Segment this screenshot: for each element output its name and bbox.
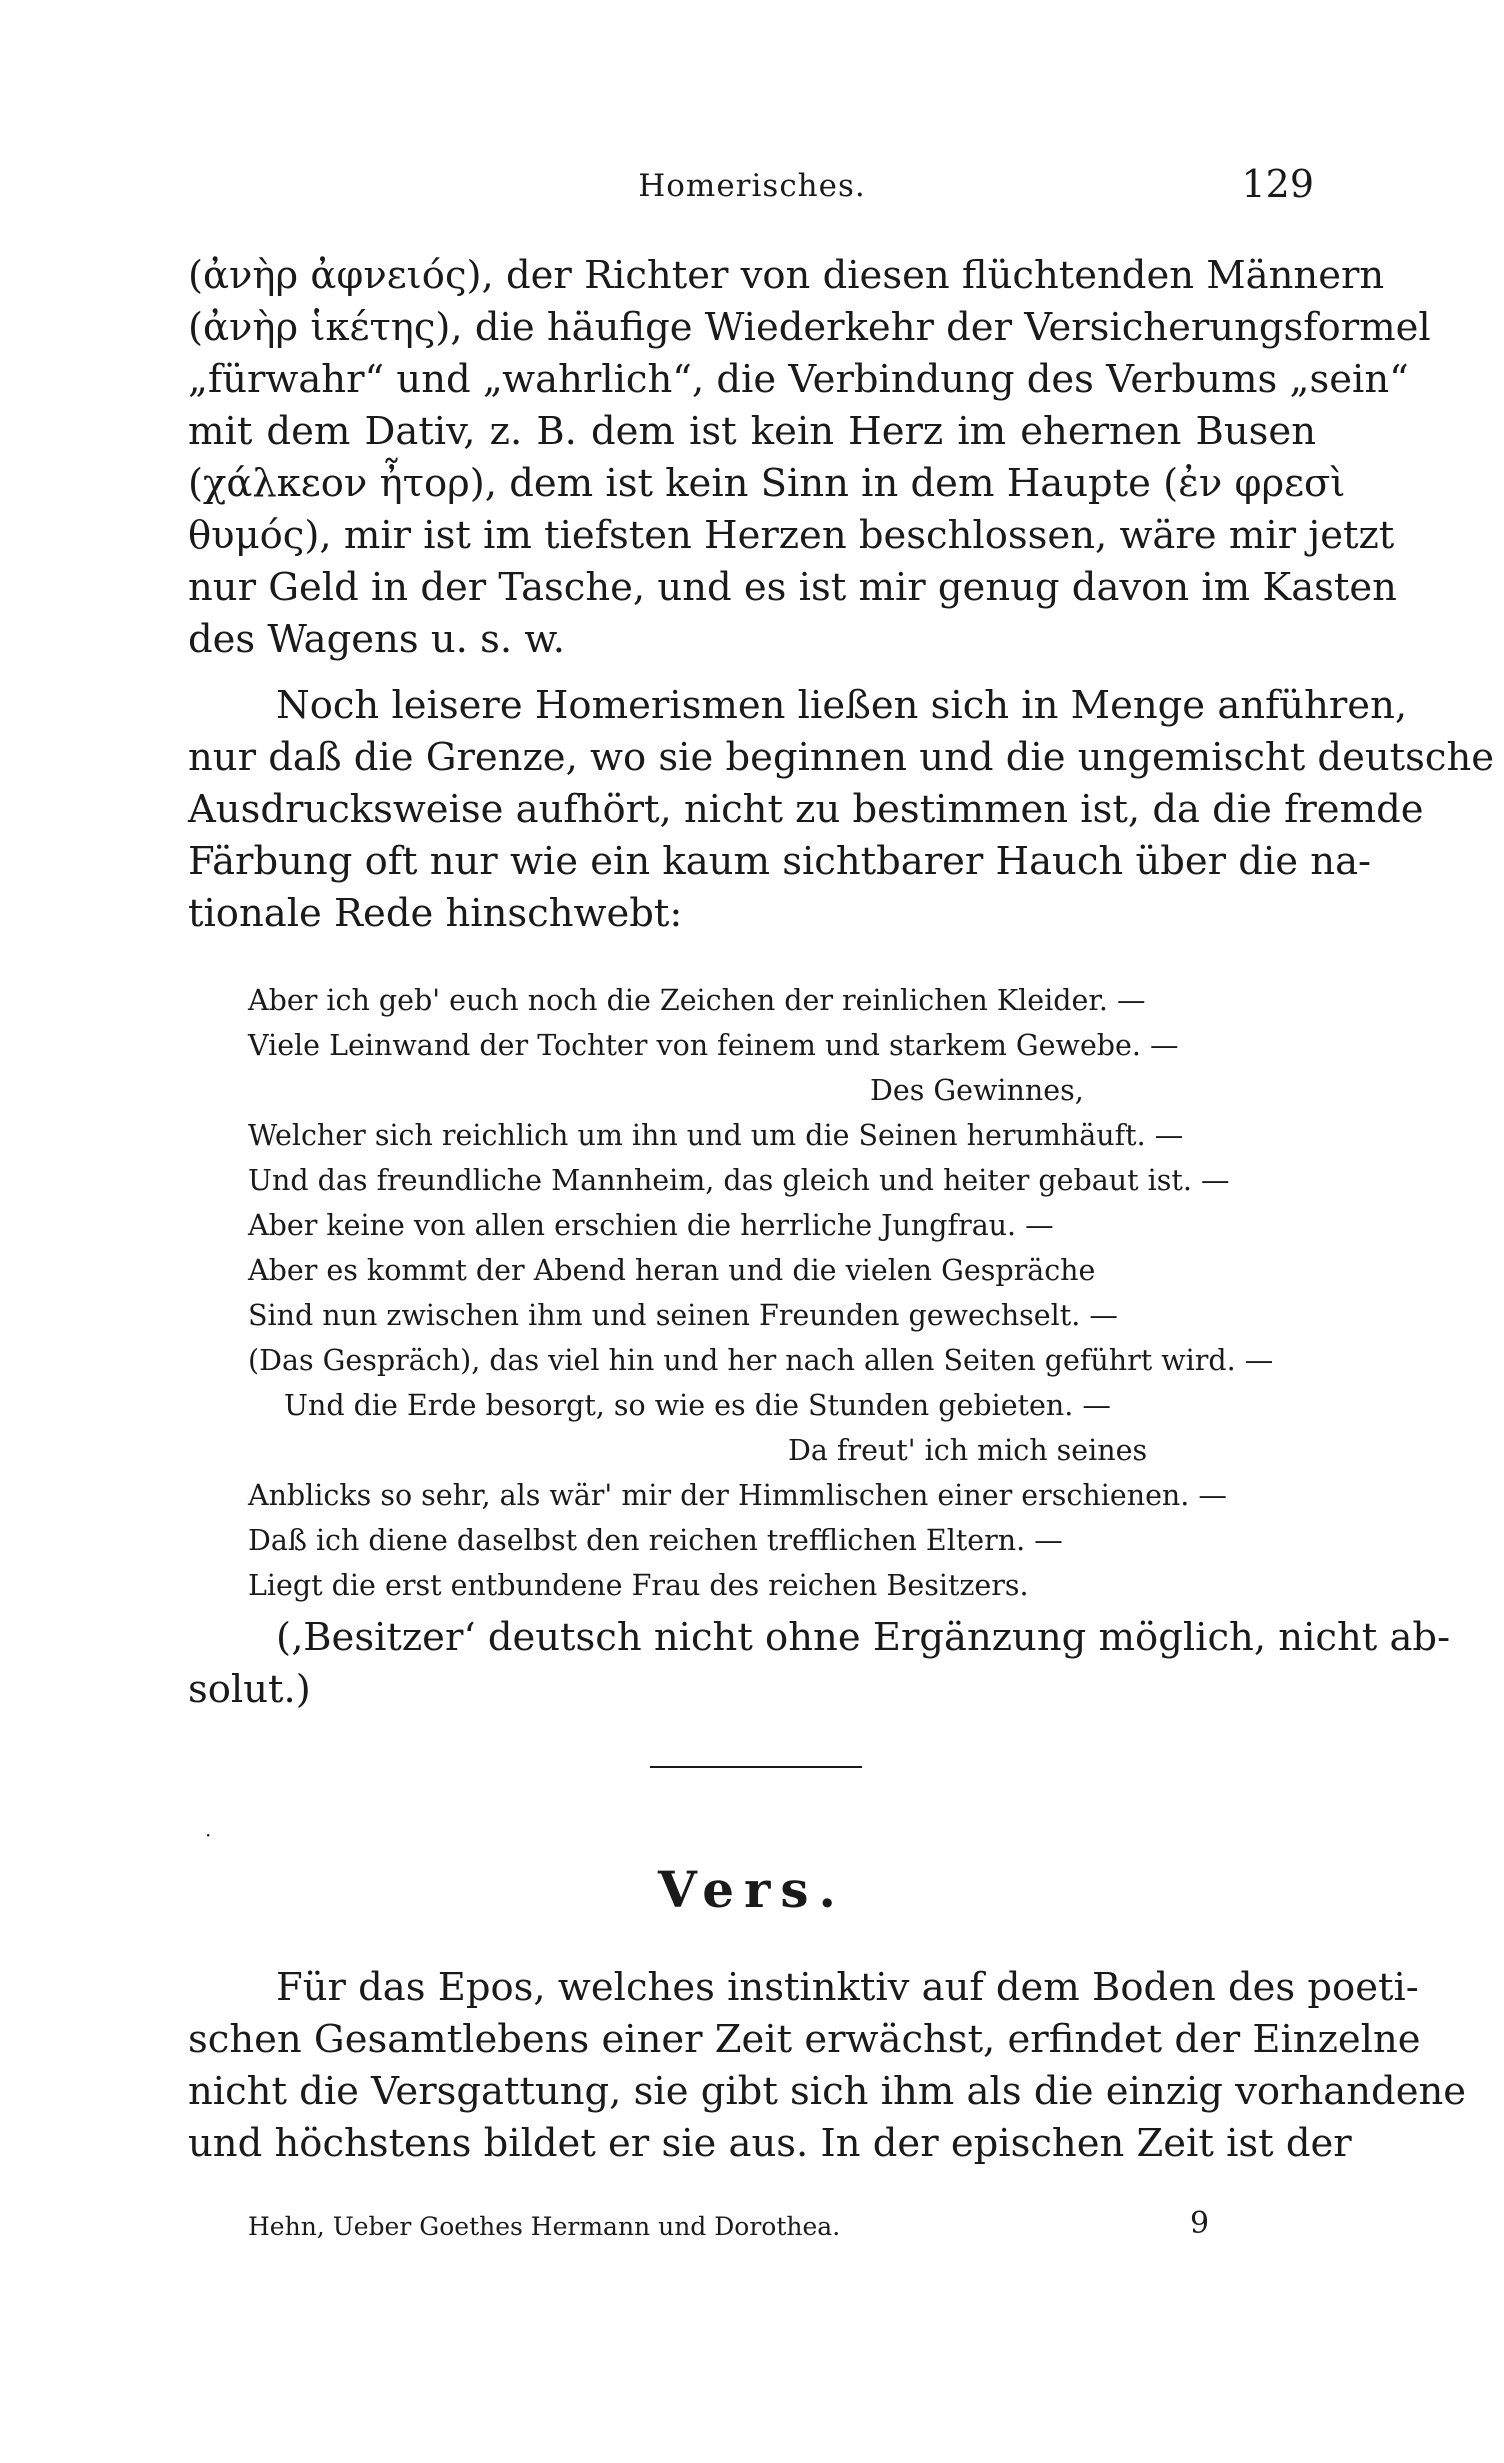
text-line: Noch leisere Homerismen ließen sich in Menge anführen,	[276, 683, 1408, 728]
parenthetical-note	[188, 1612, 1451, 1716]
running-title: Homerisches.	[638, 168, 866, 204]
text-line: (χάλκεον ἦτορ), dem ist kein Sinn in dem Haupte (ἐν φρεσὶ	[188, 461, 1346, 506]
paragraph-1	[188, 250, 1431, 666]
text-line: (ἀνὴρ ἱκέτης), die häufige Wiederkehr der Versicherungsformel	[188, 305, 1431, 350]
text-line: nicht die Versgattung, sie gibt sich ihm als die einzig vorhandene	[188, 2069, 1467, 2114]
verse-line: Aber ich geb' euch noch die Zeichen der reinlichen Kleider. —	[248, 984, 1146, 1017]
text-line: Für das Epos, welches instinktiv auf dem Boden des poeti-	[276, 1965, 1419, 2010]
stray-mark: ·	[205, 1823, 212, 1847]
text-line: solut.)	[188, 1667, 311, 1712]
text-line: θυμός), mir ist im tiefsten Herzen beschlossen, wäre mir jetzt	[188, 513, 1395, 558]
text-line: mit dem Dativ, z. B. dem ist kein Herz im ehernen Busen	[188, 409, 1316, 454]
verse-line: Liegt die erst entbundene Frau des reichen Besitzers.	[248, 1569, 1029, 1602]
text-line: Färbung oft nur wie ein kaum sichtbarer Hauch über die na-	[188, 839, 1372, 884]
verse-line: Da freut' ich mich seines	[788, 1434, 1148, 1467]
paragraph-2	[188, 680, 1495, 940]
paragraph-3	[188, 1962, 1467, 2170]
text-line: tionale Rede hinschwebt:	[188, 891, 683, 936]
verse-line: Aber es kommt der Abend heran und die vielen Gespräche	[248, 1254, 1096, 1287]
text-line: (‚Besitzer‘ deutsch nicht ohne Ergänzung möglich, nicht ab-	[276, 1615, 1451, 1660]
section-divider	[650, 1766, 862, 1768]
text-line: (ἀνὴρ ἀφνειός), der Richter von diesen flüchtenden Männern	[188, 253, 1385, 298]
text-line: schen Gesamtlebens einer Zeit erwächst, erfindet der Einzelne	[188, 2017, 1421, 2062]
page-number: 129	[1241, 162, 1314, 206]
verse-line: Viele Leinwand der Tochter von feinem und starkem Gewebe. —	[248, 1029, 1179, 1062]
text-line: nur Geld in der Tasche, und es ist mir genug davon im Kasten	[188, 565, 1397, 610]
section-title: Vers.	[658, 1860, 846, 1919]
text-line: Ausdrucksweise aufhört, nicht zu bestimmen ist, da die fremde	[188, 787, 1424, 832]
verse-line: Daß ich diene daselbst den reichen trefflichen Eltern. —	[248, 1524, 1063, 1557]
verse-line: Des Gewinnes,	[870, 1074, 1084, 1107]
text-line: „fürwahr“ und „wahrlich“, die Verbindung des Verbums „sein“	[188, 357, 1409, 402]
verse-line: Anblicks so sehr, als wär' mir der Himmlischen einer erschienen. —	[248, 1479, 1227, 1512]
signature-mark: 9	[1190, 2206, 1210, 2241]
verse-quotations	[248, 978, 1308, 1608]
verse-line: Und die Erde besorgt, so wie es die Stunden gebieten. —	[284, 1389, 1111, 1422]
footer-citation: Hehn, Ueber Goethes Hermann und Dorothea.	[248, 2212, 841, 2241]
verse-line: (Das Gespräch), das viel hin und her nach allen Seiten geführt wird. —	[248, 1344, 1274, 1377]
verse-line: Aber keine von allen erschien die herrliche Jungfrau. —	[248, 1209, 1054, 1242]
text-line: nur daß die Grenze, wo sie beginnen und die ungemischt deutsche	[188, 735, 1495, 780]
verse-line: Sind nun zwischen ihm und seinen Freunden gewechselt. —	[248, 1299, 1118, 1332]
verse-line: Welcher sich reichlich um ihn und um die Seinen herumhäuft. —	[248, 1119, 1184, 1152]
text-line: und höchstens bildet er sie aus. In der epischen Zeit ist der	[188, 2121, 1352, 2166]
running-head	[0, 162, 1504, 212]
text-line: des Wagens u. s. w.	[188, 617, 565, 662]
verse-line: Und das freundliche Mannheim, das gleich und heiter gebaut ist. —	[248, 1164, 1230, 1197]
